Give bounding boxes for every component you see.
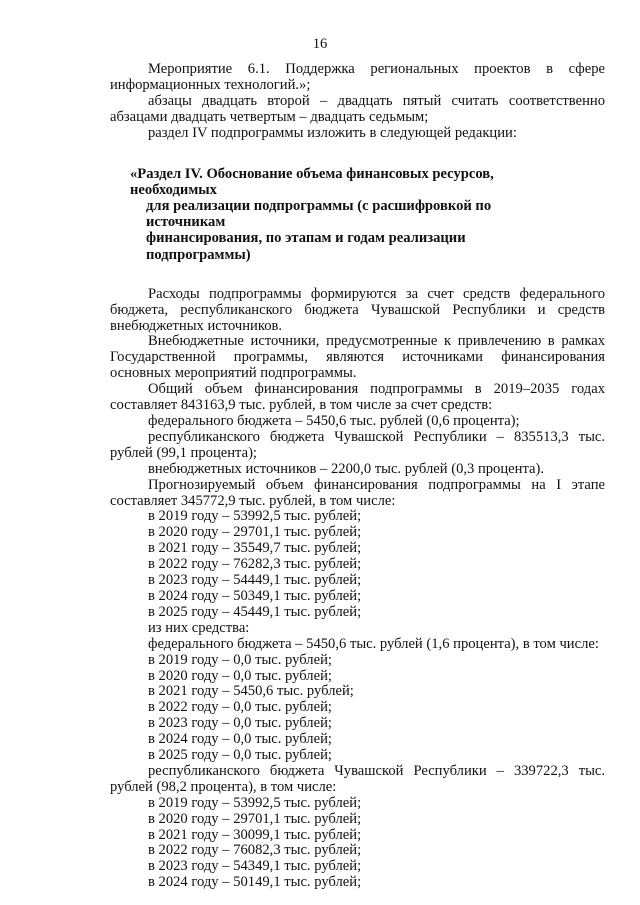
year-line: в 2023 году – 54449,1 тыс. рублей; — [148, 572, 362, 589]
body-paragraph: Общий объем финансирования подпрограммы в 2019–2035 годах составляет 843163,9 тыс. рублей, в том числе за счет средств: — [110, 381, 605, 414]
year-line: в 2020 году – 29701,1 тыс. рублей; — [148, 810, 362, 827]
year-line: в 2023 году – 0,0 тыс. рублей; — [148, 715, 332, 732]
intro-paragraph: Мероприятие 6.1. Поддержка региональных проектов в сфере информационных технологий.»; — [110, 61, 605, 93]
year-line: в 2022 году – 76082,3 тыс. рублей; — [148, 842, 362, 859]
year-line: в 2023 году – 54349,1 тыс. рублей; — [148, 858, 362, 875]
federal-intro-line: федерального бюджета – 5450,6 тыс. рублей (1,6 процента), в том числе: — [148, 635, 599, 652]
republic-intro-paragraph: республиканского бюджета Чувашской Республики – 339722,3 тыс. рублей (98,2 процента), в том числе: — [110, 762, 605, 795]
year-line: в 2024 году – 0,0 тыс. рублей; — [148, 731, 332, 748]
heading-line: для реализации подпрограммы (с расшифровкой по источникам — [146, 197, 492, 231]
document-body — [110, 62, 605, 891]
year-line: в 2025 году – 0,0 тыс. рублей; — [148, 747, 332, 764]
year-line: в 2021 году – 5450,6 тыс. рублей; — [148, 683, 354, 700]
heading-line: «Раздел IV. Обоснование объема финансовых ресурсов, необходимых — [130, 165, 494, 198]
year-line: в 2022 году – 0,0 тыс. рублей; — [148, 699, 332, 716]
heading-line: финансирования, по этапам и годам реализации подпрограммы) — [146, 230, 466, 263]
year-line: в 2020 году – 29701,1 тыс. рублей; — [148, 524, 362, 541]
intro-paragraph: абзацы двадцать второй – двадцать пятый считать соответственно абзацами двадцать четвертым – двадцать седьмым; — [110, 92, 605, 125]
year-line: в 2024 году – 50149,1 тыс. рублей; — [148, 874, 362, 891]
year-line: в 2021 году – 35549,7 тыс. рублей; — [148, 540, 362, 557]
of-them-line: из них средства: — [148, 619, 250, 636]
funding-line: федерального бюджета – 5450,6 тыс. рублей (0,6 процента); — [148, 413, 520, 429]
year-line: в 2021 году – 30099,1 тыс. рублей; — [148, 826, 362, 843]
year-line: в 2025 году – 45449,1 тыс. рублей; — [148, 603, 362, 620]
body-paragraph: Расходы подпрограммы формируются за счет средств федерального бюджета, республиканского бюджета Чувашской Республики и средств внебюджетных источников. — [110, 285, 605, 334]
year-line: в 2022 году – 76282,3 тыс. рублей; — [148, 556, 362, 573]
year-line: в 2019 году – 53992,5 тыс. рублей; — [148, 794, 362, 811]
section-heading — [110, 166, 605, 263]
page-number: 16 — [312, 36, 328, 52]
year-line: в 2020 году – 0,0 тыс. рублей; — [148, 667, 332, 684]
year-line: в 2024 году – 50349,1 тыс. рублей; — [148, 587, 362, 604]
year-line: в 2019 году – 53992,5 тыс. рублей; — [148, 508, 362, 525]
body-paragraph: Внебюджетные источники, предусмотренные к привлечению в рамках Государственной программы, являются источниками финансирования основных мероприятий подпрограммы. — [110, 333, 605, 382]
body-paragraph: республиканского бюджета Чувашской Республики – 835513,3 тыс. рублей (99,1 процента); — [110, 428, 605, 461]
year-line: в 2019 году – 0,0 тыс. рублей; — [148, 651, 332, 668]
intro-paragraph: раздел IV подпрограммы изложить в следующей редакции: — [148, 124, 517, 141]
funding-line: внебюджетных источников – 2200,0 тыс. рублей (0,3 процента). — [148, 460, 544, 477]
body-paragraph: Прогнозируемый объем финансирования подпрограммы на I этапе составляет 345772,9 тыс. рублей, в том числе: — [110, 476, 605, 509]
